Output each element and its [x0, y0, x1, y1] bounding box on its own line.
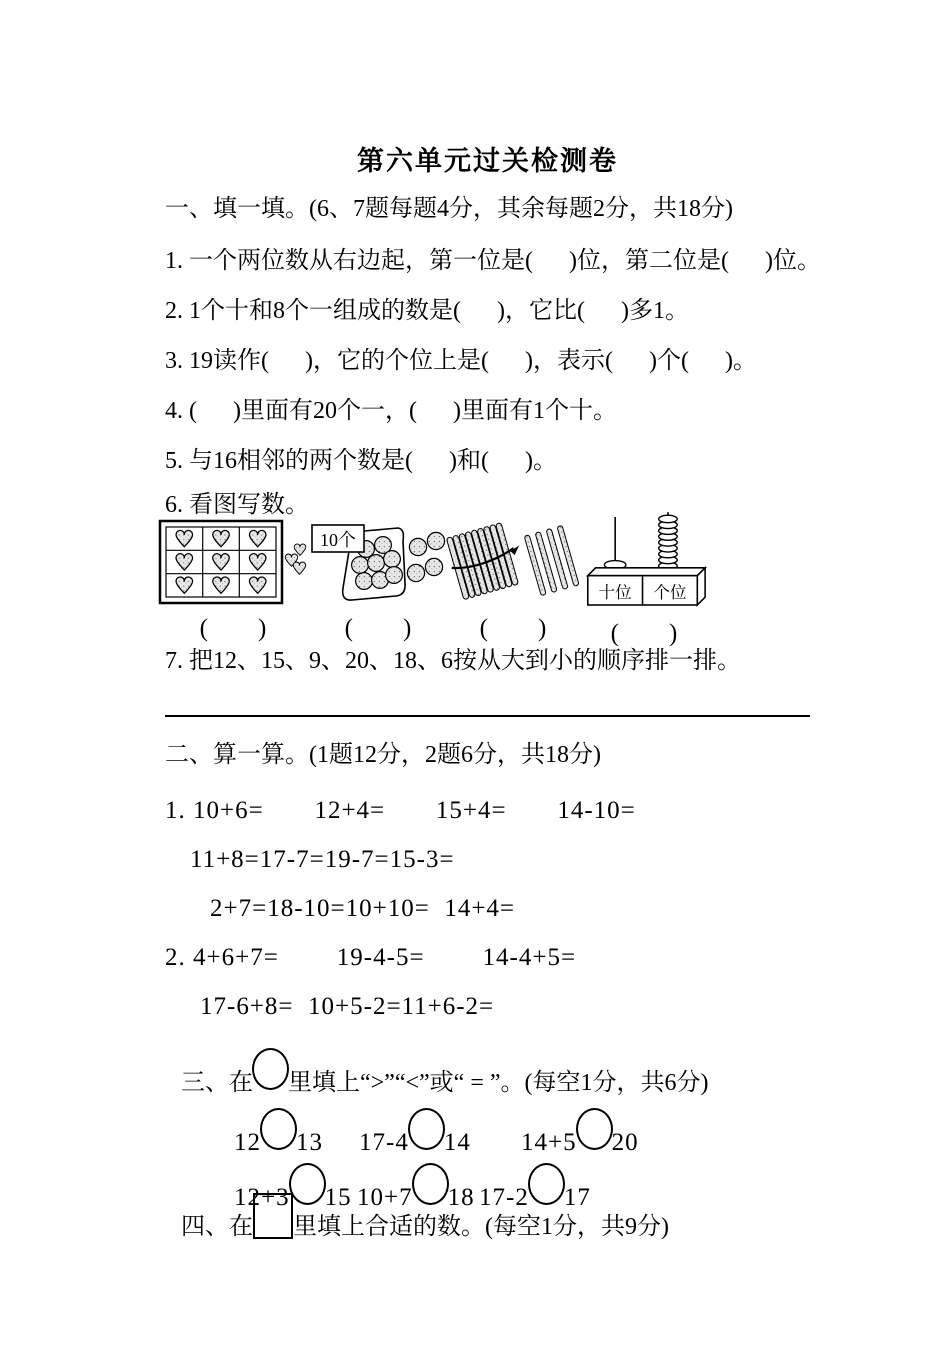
page-title: 第六单元过关检测卷 [357, 146, 618, 176]
question-7: 7. 把12、15、9、20、18、6按从大到小的顺序排一排。 [165, 648, 741, 674]
answer-blank: ( ) [199, 615, 267, 642]
question-4: 4. ( )里面有20个一，( )里面有1个十。 [165, 398, 617, 424]
sticks-figure [438, 515, 588, 643]
comparison-left: 17-2 [479, 1184, 529, 1211]
section3-heading-suffix: 里填上“>”“<”或“ = ”。(每空1分，共6分) [288, 1070, 709, 1096]
fill-square-icon [253, 1193, 293, 1239]
answer-blank: ( ) [479, 615, 547, 642]
hearts-grid-icon [158, 515, 308, 607]
calc-line-5: 17-6+8= 10+5-2=11+6-2= [200, 993, 495, 1020]
section4-heading [165, 1175, 669, 1259]
comparison-right: 14 [443, 1129, 471, 1156]
comparison-left: 10+7 [357, 1184, 413, 1211]
comparison-left: 12 [234, 1129, 261, 1156]
calc-line-4: 2. 4+6+7= 19-4-5= 14-4+5= [165, 944, 577, 971]
calc-line-1: 1. 10+6= 12+4= 15+4= 14-10= [165, 797, 636, 824]
worksheet-page [0, 18, 950, 1362]
comparison-left: 14+5 [521, 1129, 577, 1156]
question-2: 2. 1个十和8个一组成的数是( )，它比( )多1。 [165, 298, 689, 324]
hearts-figure [158, 515, 308, 643]
answer-blank-line [165, 678, 810, 717]
section1-heading: 一、填一填。(6、7题每题4分，其余每题2分，共18分) [165, 196, 733, 222]
answer-blank: ( ) [344, 615, 412, 642]
section2-heading: 二、算一算。(1题12分，2题6分，共18分) [165, 742, 601, 768]
bag-count-label: 10个 [320, 530, 356, 550]
comparison-right: 20 [611, 1129, 639, 1156]
section4-heading-prefix: 四、在 [181, 1214, 253, 1240]
comparison-left: 17-4 [359, 1129, 409, 1156]
comparison-right: 18 [447, 1184, 475, 1211]
section4-heading-suffix: 里填上合适的数。(每空1分，共9分) [293, 1214, 669, 1240]
ones-place-label: 个位 [653, 583, 687, 603]
balls-figure [308, 515, 448, 643]
comparison-right: 17 [563, 1184, 591, 1211]
question-6: 6. 看图写数。 [165, 492, 309, 518]
comparison-right: 15 [324, 1184, 352, 1211]
calc-line-2: 11+8=17-7=19-7=15-3= [190, 846, 455, 873]
place-value-counter-icon [578, 510, 710, 612]
comparison-right: 13 [296, 1129, 323, 1156]
comparison-left: 12+3 [234, 1184, 290, 1211]
question-5: 5. 与16相邻的两个数是( )和( )。 [165, 448, 557, 474]
tens-place-label: 十位 [598, 583, 632, 603]
sticks-icon [438, 515, 588, 607]
counter-figure [578, 510, 710, 648]
answer-blank: ( ) [610, 620, 678, 647]
section3-heading-prefix: 三、在 [181, 1070, 253, 1096]
question-1: 1. 一个两位数从右边起，第一位是( )位，第二位是( )位。 [165, 248, 821, 274]
bag-of-balls-icon [308, 515, 448, 607]
question-3: 3. 19读作( )，它的个位上是( )，表示( )个( )。 [165, 348, 757, 374]
calc-line-3: 2+7=18-10=10+10= 14+4= [210, 895, 516, 922]
